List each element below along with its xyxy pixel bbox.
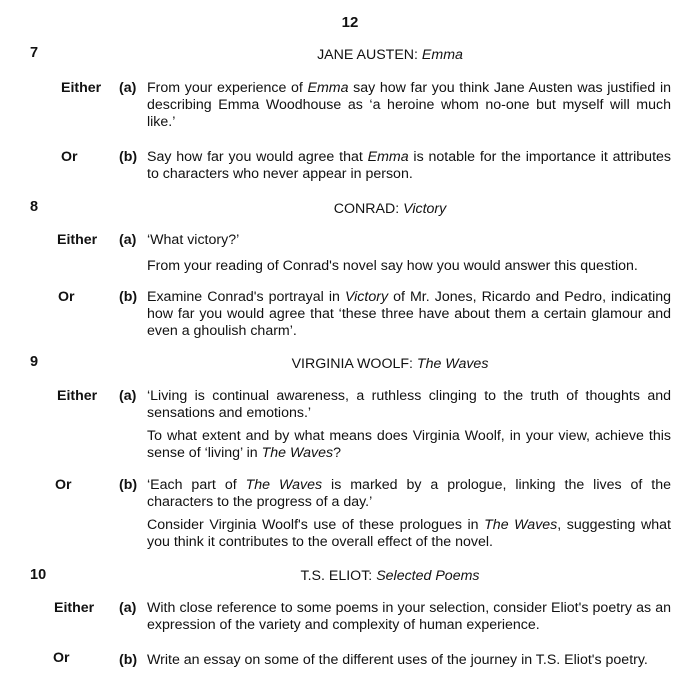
heading-title: Emma — [421, 47, 463, 63]
part-label: (b) — [119, 477, 138, 493]
page-number: 12 — [341, 14, 359, 31]
heading-author: CONRAD: — [333, 201, 404, 217]
part-text: From your experience of Emma say how far you think Jane Austen was justified in describing Emma Woodhouse as ‘a heroine whom no-one but myself will much like.’ — [147, 80, 671, 130]
question-heading — [120, 568, 660, 585]
part-text: From your reading of Conrad's novel say how you would answer this question. — [147, 258, 638, 274]
part-text: ‘What victory?’ — [147, 232, 240, 248]
option-label: Or — [61, 149, 78, 165]
heading-author: T.S. ELIOT: — [300, 568, 377, 584]
question-number: 10 — [30, 567, 47, 583]
part-label: (a) — [119, 232, 137, 248]
part-label: (a) — [119, 600, 137, 616]
part-text: ‘Each part of The Waves is marked by a prologue, linking the lives of the characters to the progress of a day.’ — [147, 477, 671, 510]
option-label: Or — [53, 650, 70, 666]
part-text: Say how far you would agree that Emma is notable for the importance it attributes to characters who never appear in person. — [147, 149, 671, 182]
question-number: 7 — [30, 45, 39, 61]
part-label: (b) — [119, 652, 138, 668]
part-label: (a) — [119, 80, 137, 96]
question-number: 9 — [30, 354, 39, 370]
option-label: Either — [57, 232, 98, 248]
option-label: Or — [55, 477, 72, 493]
option-label: Or — [58, 289, 75, 305]
part-text: With close reference to some poems in your selection, consider Eliot's poetry as an expression of the variety and complexity of human experience. — [147, 600, 671, 633]
part-text: Examine Conrad's portrayal in Victory of Mr. Jones, Ricardo and Pedro, indicating how far you would agree that ‘these three have about them a certain glamour and even a ghoulish charm’. — [147, 289, 671, 339]
heading-title: The Waves — [416, 356, 489, 372]
part-text: To what extent and by what means does Virginia Woolf, in your view, achieve this sense of ‘living’ in The Waves? — [147, 428, 671, 461]
part-label: (b) — [119, 149, 138, 165]
option-label: Either — [61, 80, 102, 96]
heading-author: JANE AUSTEN: — [317, 47, 422, 63]
part-label: (a) — [119, 388, 137, 404]
part-label: (b) — [119, 289, 138, 305]
question-number: 8 — [30, 199, 39, 215]
question-heading — [120, 201, 660, 218]
question-heading — [120, 47, 660, 64]
part-text: Write an essay on some of the different uses of the journey in T.S. Eliot's poetry. — [147, 652, 648, 668]
option-label: Either — [54, 600, 95, 616]
heading-title: Selected Poems — [376, 568, 480, 584]
question-heading — [120, 356, 660, 373]
part-text: Consider Virginia Woolf's use of these prologues in The Waves, suggesting what you think it contributes to the overall effect of the novel. — [147, 517, 671, 550]
option-label: Either — [57, 388, 98, 404]
heading-author: VIRGINIA WOOLF: — [291, 356, 417, 372]
part-text: ‘Living is continual awareness, a ruthless clinging to the truth of thoughts and sensations and emotions.’ — [147, 388, 671, 421]
heading-title: Victory — [403, 201, 447, 217]
